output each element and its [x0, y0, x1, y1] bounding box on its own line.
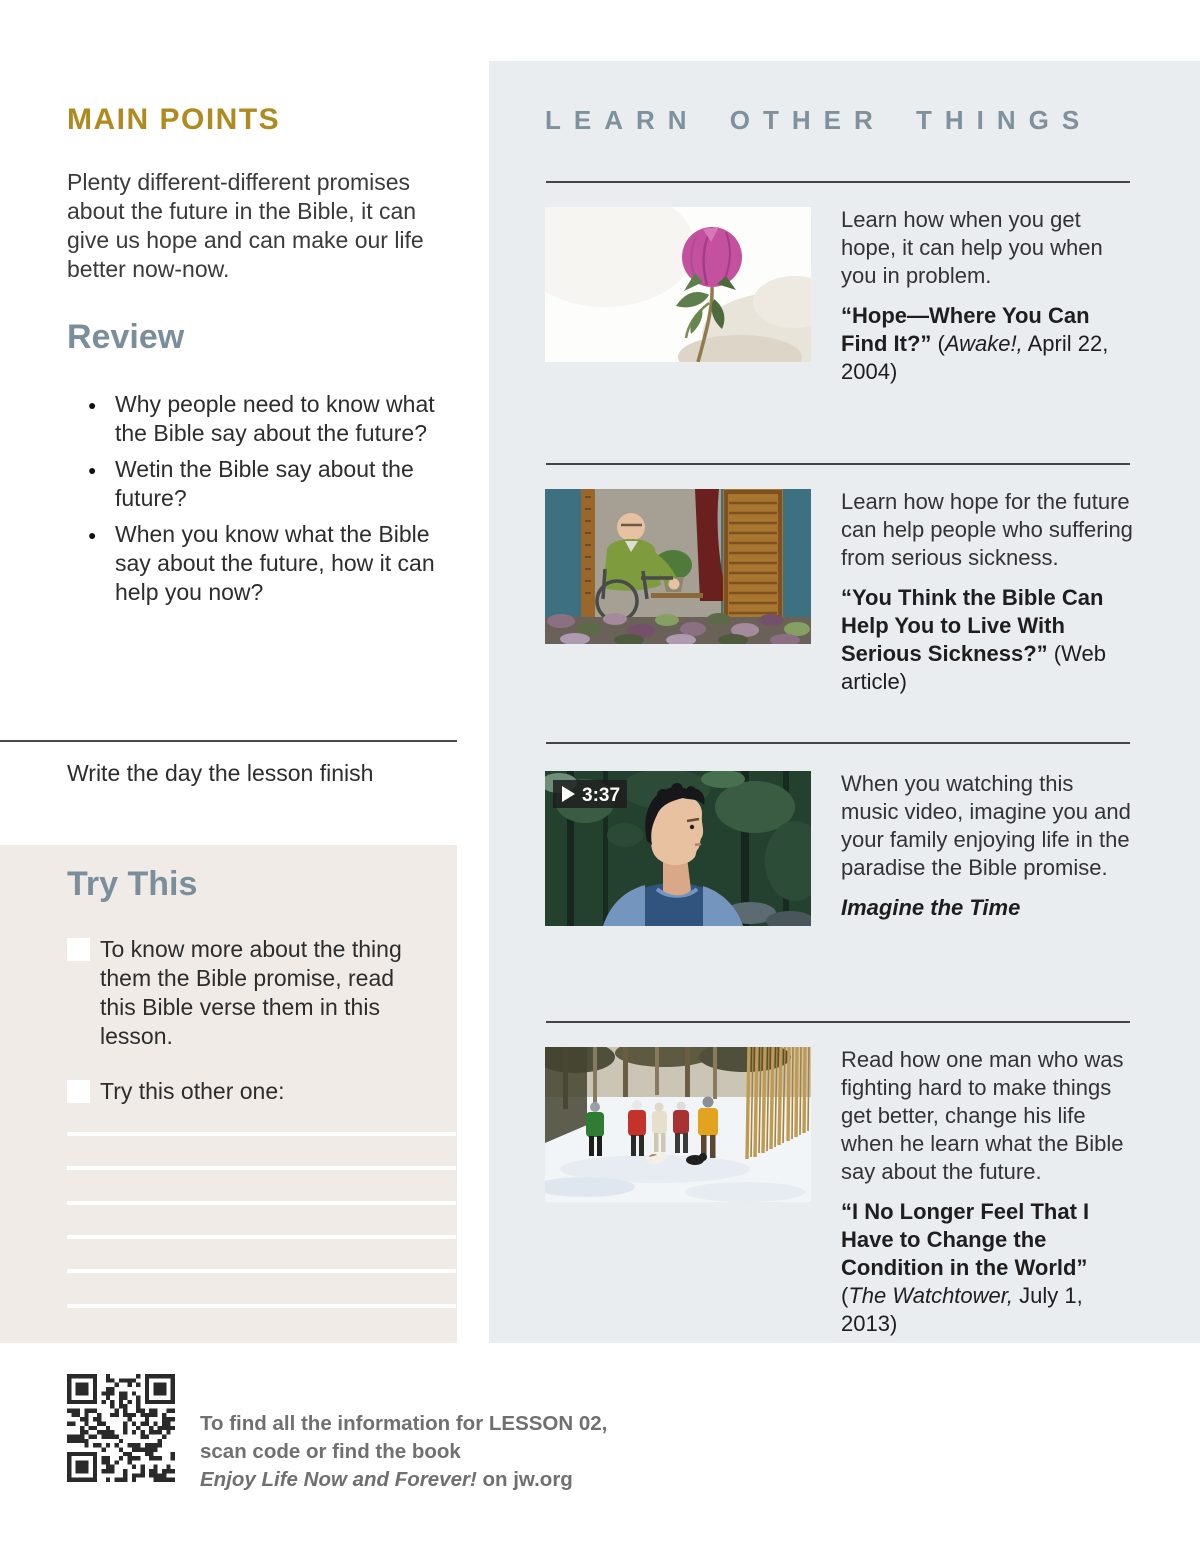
qr-caption-line-rest: on jw.org	[476, 1468, 573, 1491]
family-walking-in-snow-illustration	[545, 1047, 811, 1202]
reference-publication: The Watchtower,	[848, 1283, 1013, 1308]
try-this-title: Try This	[67, 865, 198, 903]
video-duration-badge	[553, 780, 627, 808]
checkbox[interactable]	[67, 1080, 90, 1103]
main-points-title: MAIN POINTS	[67, 103, 281, 136]
left-divider-line	[0, 740, 457, 742]
qr-caption-line: To find all the information for LESSON 02,	[200, 1412, 608, 1435]
video-duration: 3:37	[582, 785, 621, 806]
resource-text	[841, 1046, 1133, 1338]
review-question: ● Wetin the Bible say about the future?	[67, 455, 459, 513]
checkbox[interactable]	[67, 938, 90, 961]
writing-line[interactable]	[67, 1269, 456, 1273]
article-title: “I No Longer Feel That I Have to Change the Condition in the World”	[841, 1199, 1090, 1280]
main-points-paragraph: Plenty different-different promises about the future in the Bible, it can give us hope and can make our life better now-now.	[67, 169, 424, 282]
resource-text	[841, 206, 1133, 386]
book-title-italic: Enjoy Life Now and Forever!	[200, 1468, 477, 1491]
section-rule	[546, 463, 1130, 465]
video-thumbnail[interactable]	[545, 771, 811, 926]
writing-line[interactable]	[67, 1201, 456, 1205]
review-title: Review	[67, 318, 185, 356]
qr-code	[67, 1374, 175, 1482]
section-rule	[546, 181, 1130, 183]
resource-description: When you watching this music video, imagine you and your family enjoying life in the paradise the Bible promise.	[841, 771, 1131, 880]
qr-caption-line	[200, 1466, 607, 1494]
article-title: “Hope—Where You Can Find It?”	[841, 303, 1090, 356]
qr-code-svg	[67, 1374, 175, 1482]
try-this-item	[67, 935, 429, 1051]
resource-text	[841, 488, 1133, 696]
resource-item-watchtower-article	[545, 1046, 1133, 1338]
resource-description: Read how one man who was fighting hard to make things get better, change his life when he learn what the Bible say about the future.	[841, 1047, 1124, 1184]
writing-line[interactable]	[67, 1304, 456, 1308]
resource-description: Learn how when you get hope, it can help you when you in problem.	[841, 207, 1103, 288]
reference-pre: (	[841, 1283, 849, 1308]
try-this-item-label: Try this other one:	[100, 1078, 285, 1104]
resource-title	[841, 302, 1133, 386]
review-question: ● Why people need to know what the Bible say about the future?	[67, 390, 459, 448]
write-day-label: Write the day the lesson finish	[67, 760, 374, 786]
resource-item-music-video	[545, 770, 1133, 922]
resource-text	[841, 770, 1133, 922]
learn-other-things-panel	[489, 61, 1200, 1343]
section-rule	[546, 1021, 1130, 1023]
resource-item-hope-article	[545, 206, 1133, 386]
review-question-list	[67, 390, 459, 614]
man-by-window-illustration	[545, 489, 811, 644]
reference-pre: (	[931, 331, 945, 356]
reference-publication: Awake!,	[944, 331, 1023, 356]
try-this-panel	[0, 845, 457, 1343]
try-this-item-label: To know more about the thing them the Bible promise, read this Bible verse them in this lesson.	[100, 936, 402, 1049]
writing-line[interactable]	[67, 1132, 456, 1136]
reference-date: July 1, 2013)	[841, 1283, 1083, 1336]
writing-line[interactable]	[67, 1166, 456, 1170]
video-title: Imagine the Time	[841, 895, 1021, 920]
resource-title	[841, 584, 1133, 696]
section-rule	[546, 742, 1130, 744]
man-in-forest-illustration	[545, 771, 811, 926]
review-question: ● When you know what the Bible say about the future, how it can help you now?	[67, 520, 459, 607]
try-this-item	[67, 1077, 429, 1106]
resource-item-sickness-article	[545, 488, 1133, 696]
article-title: “You Think the Bible Can Help You to Live With Serious Sickness?”	[841, 585, 1104, 666]
pink-rose-bud-illustration	[545, 207, 811, 362]
resource-title	[841, 894, 1133, 922]
snow-walk-photo	[545, 1047, 811, 1202]
wheelchair-man-photo	[545, 489, 811, 644]
resource-title	[841, 1198, 1133, 1338]
reference-type: Web article)	[841, 641, 1106, 694]
qr-caption	[200, 1410, 607, 1494]
flower-photo	[545, 207, 811, 362]
qr-caption-line: scan code or find the book	[200, 1440, 461, 1463]
reference-pre: (	[1047, 641, 1062, 666]
resource-description: Learn how hope for the future can help people who suffering from serious sickness.	[841, 489, 1133, 570]
writing-line[interactable]	[67, 1235, 456, 1239]
reference-date: April 22, 2004)	[841, 331, 1109, 384]
learn-other-things-title: LEARN OTHER THINGS	[545, 105, 1093, 135]
